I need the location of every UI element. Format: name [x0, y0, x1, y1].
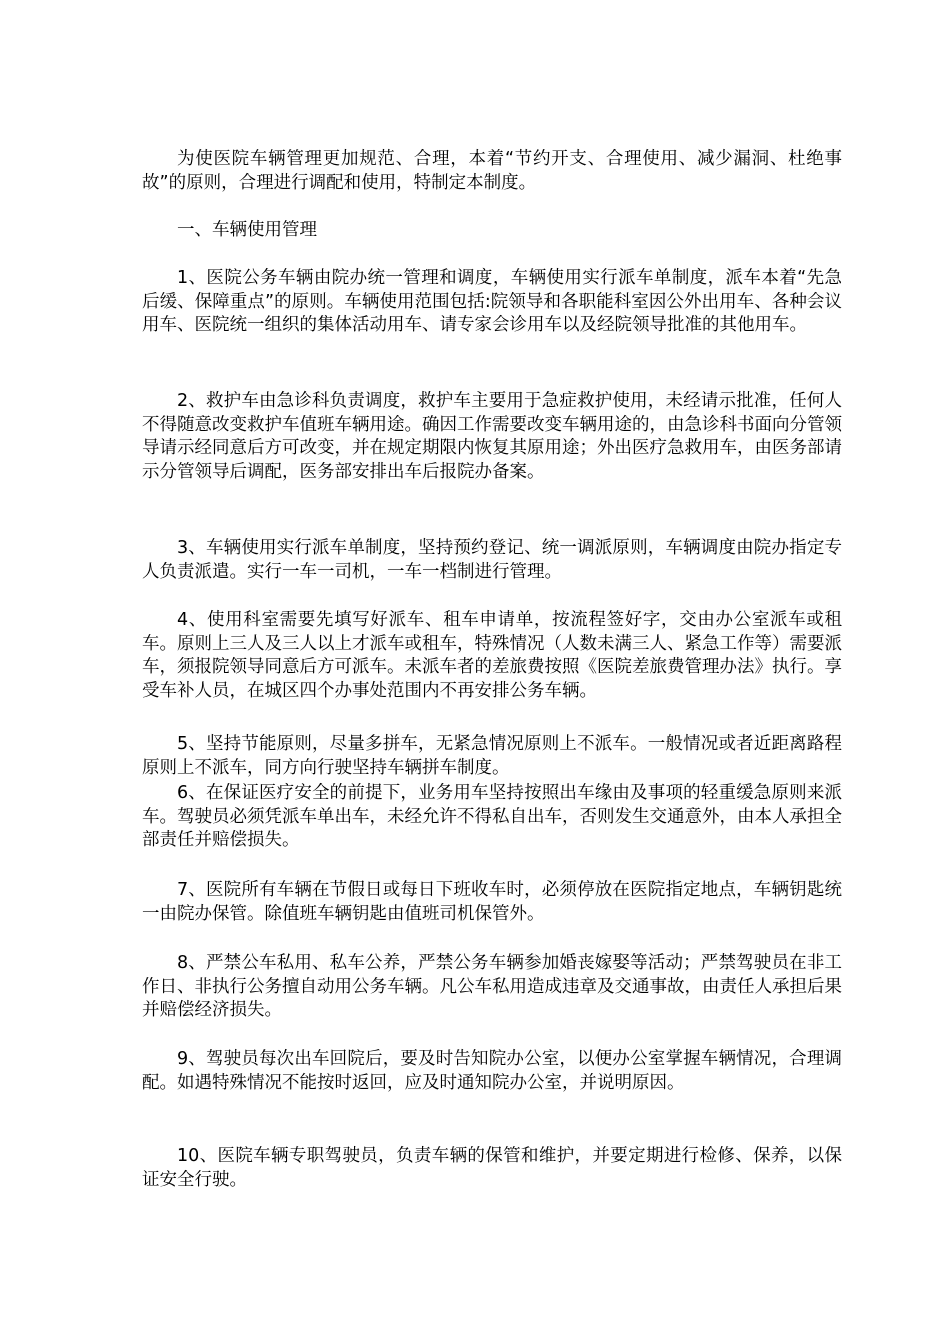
paragraph-8: 8、严禁公车私用、私车公养，严禁公务车辆参加婚丧嫁娶等活动；严禁驾驶员在非工作日、非执行公务擅自动用公务车辆。凡公车私用造成违章及交通事故，由责任人承担后果并赔偿经济损失。 [142, 953, 842, 1020]
paragraph-6: 6、在保证医疗安全的前提下，业务用车坚持按照出车缘由及事项的轻重缓急原则来派车。驾驶员必须凭派车单出车，未经允许不得私自出车，否则发生交通意外，由本人承担全部责任并赔偿损失。 [142, 783, 842, 850]
paragraph-7: 7、医院所有车辆在节假日或每日下班收车时，必须停放在医院指定地点，车辆钥匙统一由院办保管。除值班车辆钥匙由值班司机保管外。 [142, 880, 842, 924]
paragraph-10: 10、医院车辆专职驾驶员，负责车辆的保管和维护，并要定期进行检修、保养，以保证安全行驶。 [142, 1146, 842, 1190]
section-title: 一、车辆使用管理 [177, 220, 317, 240]
paragraph-1: 1、医院公务车辆由院办统一管理和调度，车辆使用实行派车单制度，派车本着“先急后缓、保障重点”的原则。车辆使用范围包括:院领导和各职能科室因公外出用车、各种会议用车、医院统一组织的集体活动用车、请专家会诊用车以及经院领导批准的其他用车。 [142, 268, 842, 335]
intro-paragraph: 为使医院车辆管理更加规范、合理，本着“节约开支、合理使用、减少漏洞、杜绝事故”的原则，合理进行调配和使用，特制定本制度。 [142, 149, 842, 193]
paragraph-2: 2、救护车由急诊科负责调度，救护车主要用于急症救护使用，未经请示批准，任何人不得随意改变救护车值班车辆用途。确因工作需要改变车辆用途的，由急诊科书面向分管领导请示经同意后方可改变，并在规定期限内恢复其原用途；外出医疗急救用车，由医务部请示分管领导后调配，医务部安排出车后报院办备案。 [142, 391, 842, 482]
paragraph-3: 3、车辆使用实行派车单制度，坚持预约登记、统一调派原则，车辆调度由院办指定专人负责派遣。实行一车一司机，一车一档制进行管理。 [142, 538, 842, 582]
paragraph-5: 5、坚持节能原则，尽量多拼车，无紧急情况原则上不派车。一般情况或者近距离路程原则上不派车，同方向行驶坚持车辆拼车制度。 [142, 734, 842, 778]
paragraph-4: 4、使用科室需要先填写好派车、租车申请单，按流程签好字，交由办公室派车或租车。原则上三人及三人以上才派车或租车，特殊情况（人数未满三人、紧急工作等）需要派车，须报院领导同意后方可派车。未派车者的差旅费按照《医院差旅费管理办法》执行。享受车补人员，在城区四个办事处范围内不再安排公务车辆。 [142, 610, 842, 701]
paragraph-9: 9、驾驶员每次出车回院后，要及时告知院办公室，以便办公室掌握车辆情况，合理调配。如遇特殊情况不能按时返回，应及时通知院办公室，并说明原因。 [142, 1049, 842, 1093]
